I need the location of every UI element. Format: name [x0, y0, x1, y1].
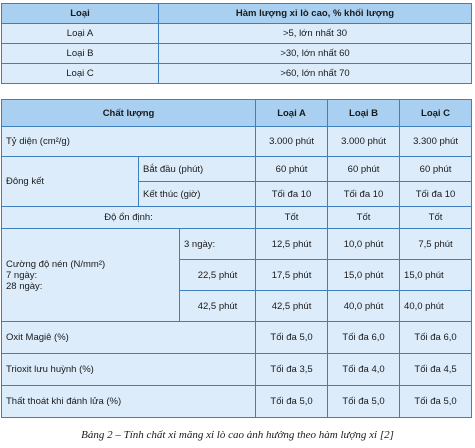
value-cell: 15,0 phút — [328, 260, 400, 291]
slag-content-table — [1, 3, 472, 84]
sub-label: Kết thúc (giờ) — [139, 182, 256, 207]
value-cell: 10,0 phút — [328, 229, 400, 260]
strength-28-label: 28 ngày: — [6, 280, 43, 292]
table-row — [2, 64, 472, 84]
value-cell: Tối đa 4,5 — [400, 354, 472, 386]
value-cell: 17,5 phút — [256, 260, 328, 291]
value-cell: 15,0 phút — [400, 260, 472, 291]
value-cell: Tối đa 3,5 — [256, 354, 328, 386]
type-cell: Loại B — [2, 44, 159, 64]
table-row — [2, 229, 472, 260]
row-label: Thất thoát khi đánh lửa (%) — [2, 386, 256, 418]
value-cell: Tối đa 5,0 — [256, 322, 328, 354]
value-cell: 3.000 phút — [328, 127, 400, 157]
table-row — [2, 24, 472, 44]
value-cell: Tối đa 5,0 — [328, 386, 400, 418]
type-cell: Loại A — [2, 24, 159, 44]
table-row — [2, 157, 472, 182]
header-loai-b: Loại B — [328, 100, 400, 127]
value-cell: Tốt — [400, 207, 472, 229]
value-cell: 12,5 phút — [256, 229, 328, 260]
value-cell: 40,0 phút — [400, 291, 472, 322]
value-cell: 3.000 phút — [256, 127, 328, 157]
value-cell: 3.300 phút — [400, 127, 472, 157]
content-cell: >5, lớn nhất 30 — [159, 24, 472, 44]
sub-label: 3 ngày: — [180, 229, 256, 260]
content-cell: >60, lớn nhất 70 — [159, 64, 472, 84]
sub-label: Bắt đầu (phút) — [139, 157, 256, 182]
sub-label: 22,5 phút — [180, 260, 256, 291]
row-label: Độ ổn định: — [2, 207, 256, 229]
row-label: Tỷ diện (cm²/g) — [2, 127, 256, 157]
value-cell: Tối đa 5,0 — [256, 386, 328, 418]
value-cell: Tối đa 10 — [400, 182, 472, 207]
table-row — [2, 354, 472, 386]
table-row — [2, 207, 472, 229]
quality-table — [1, 99, 472, 418]
strength-7-label: 7 ngày: — [6, 269, 38, 281]
header-loai-c: Loại C — [400, 100, 472, 127]
row-label: Trioxit lưu huỳnh (%) — [2, 354, 256, 386]
value-cell: Tối đa 10 — [256, 182, 328, 207]
table-row — [2, 127, 472, 157]
type-cell: Loại C — [2, 64, 159, 84]
value-cell: 60 phút — [400, 157, 472, 182]
row-label — [2, 229, 180, 322]
header-loai-a: Loại A — [256, 100, 328, 127]
value-cell: 40,0 phút — [328, 291, 400, 322]
value-cell: Tốt — [328, 207, 400, 229]
content-cell: >30, lớn nhất 60 — [159, 44, 472, 64]
header-loai: Loại — [2, 4, 159, 24]
table-row — [2, 322, 472, 354]
value-cell: Tốt — [256, 207, 328, 229]
value-cell: 7,5 phút — [400, 229, 472, 260]
table-row — [2, 386, 472, 418]
table-caption: Bảng 2 – Tính chất xi măng xỉ lò cao ảnh hưởng theo hàm lượng xỉ [2] — [81, 429, 394, 441]
row-label: Đông kết — [2, 157, 139, 207]
header-chat-luong: Chất lượng — [2, 100, 256, 127]
sub-label: 42,5 phút — [180, 291, 256, 322]
value-cell: Tối đa 4,0 — [328, 354, 400, 386]
strength-label: Cường độ nén (N/mm²) — [6, 258, 106, 270]
value-cell: Tối đa 10 — [328, 182, 400, 207]
header-ham-luong: Hàm lượng xỉ lò cao, % khối lượng — [159, 4, 472, 24]
value-cell: Tối đa 6,0 — [400, 322, 472, 354]
value-cell: 60 phút — [256, 157, 328, 182]
row-label: Oxit Magiê (%) — [2, 322, 256, 354]
value-cell: Tối đa 6,0 — [328, 322, 400, 354]
value-cell: Tối đa 5,0 — [400, 386, 472, 418]
table-row — [2, 44, 472, 64]
value-cell: 60 phút — [328, 157, 400, 182]
value-cell: 42,5 phút — [256, 291, 328, 322]
